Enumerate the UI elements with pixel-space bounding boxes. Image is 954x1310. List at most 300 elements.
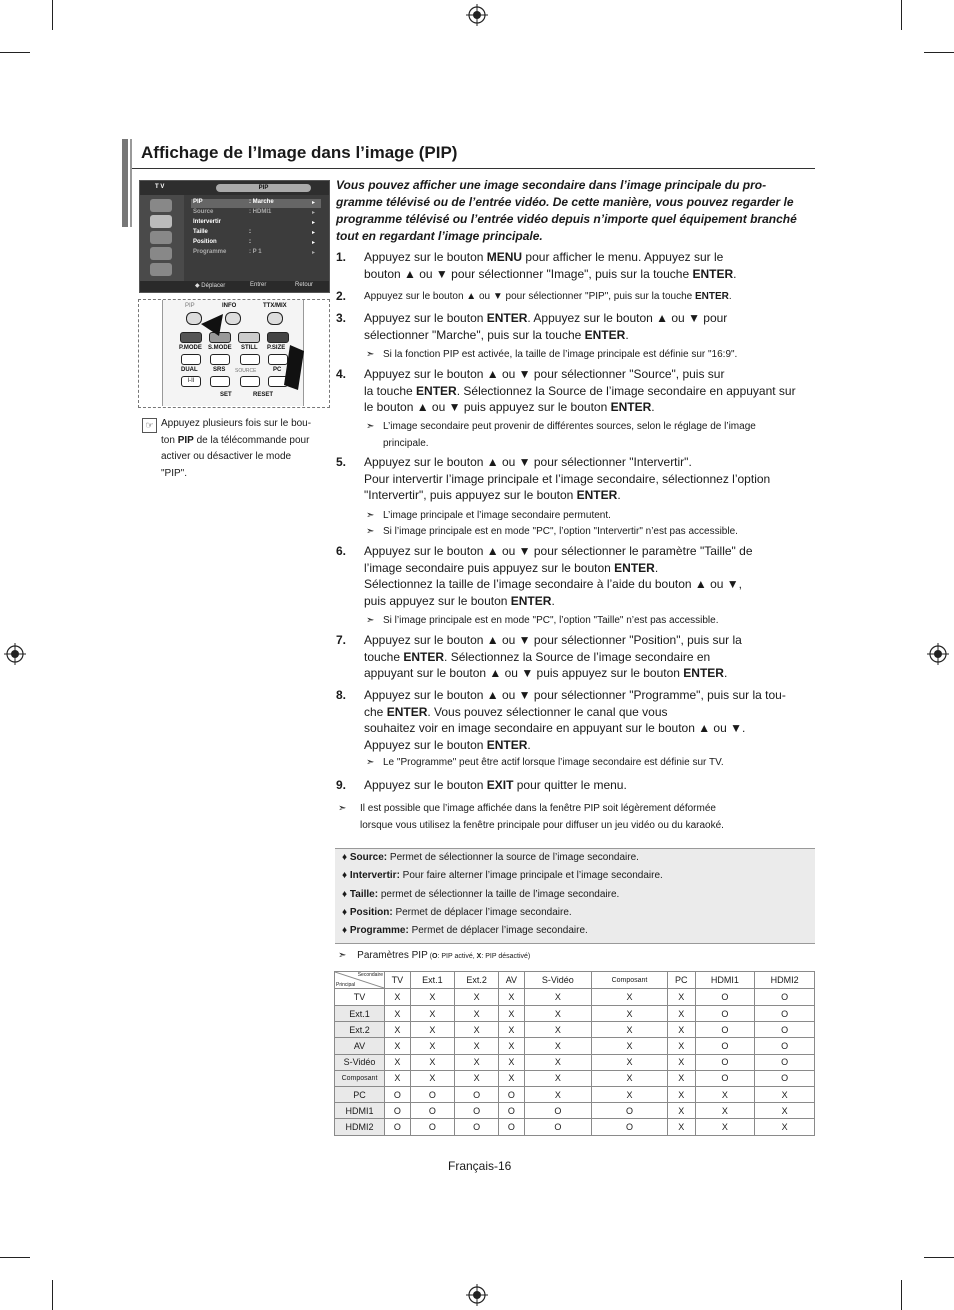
definition-text: Permet de sélectionner la source de l’image secondaire. — [387, 852, 639, 863]
channel-menu-icon — [150, 231, 172, 244]
step-key: ENTER — [386, 704, 428, 719]
pmode-button — [181, 354, 201, 365]
column-header: AV — [499, 972, 524, 989]
legend-part: : PIP désactivé) — [481, 953, 531, 960]
step-text-part: sélectionner "Marche", puis sur la touche — [364, 327, 585, 342]
table-cell: X — [667, 1022, 695, 1038]
tv-menu-row-value: : — [249, 239, 251, 245]
diamond-bullet-icon: ♦ — [342, 889, 350, 900]
column-header: HDMI1 — [695, 972, 755, 989]
smode-button — [210, 354, 230, 365]
legend-x: X — [476, 953, 482, 960]
step-text-part: "Intervertir", puis appuyez sur le bouton — [364, 488, 577, 503]
remote-pc-label: PC — [273, 367, 282, 373]
row-header: PC — [335, 1086, 385, 1102]
crop-mark — [0, 1257, 30, 1258]
table-cell: X — [592, 1070, 668, 1086]
table-cell: O — [695, 1022, 755, 1038]
definition-item — [342, 852, 639, 863]
table-row — [335, 1054, 815, 1070]
table-cell: X — [755, 1119, 815, 1135]
step-key: ENTER — [614, 560, 655, 575]
step-text-part: . — [551, 594, 555, 609]
table-cell: X — [592, 989, 668, 1006]
legend-o: O — [432, 953, 438, 960]
table-cell: O — [454, 1103, 498, 1119]
chevron-right-icon: ▸ — [312, 230, 316, 236]
side-note-line: Appuyez plusieurs fois sur le bou- — [161, 418, 312, 429]
table-cell: X — [667, 989, 695, 1006]
step-line: Appuyez sur le bouton ▲ ou ▼ pour sélectionner "Programme", puis sur la tou- — [364, 688, 786, 702]
definition-text: Permet de déplacer l’image secondaire. — [408, 925, 588, 936]
definition-term: Intervertir: — [349, 870, 400, 881]
tv-menu-row-label: Taille — [193, 229, 208, 235]
table-cell: O — [410, 1119, 454, 1135]
table-row — [335, 1038, 815, 1054]
note-text: Si l’image principale est en mode "PC", l’option "Taille" n’est pas accessible. — [383, 615, 719, 626]
table-cell: X — [667, 1038, 695, 1054]
table-cell: X — [524, 1022, 592, 1038]
remote-psize-label: P.SIZE — [267, 345, 286, 351]
table-cell: X — [667, 1086, 695, 1102]
diamond-bullet-icon: ♦ — [342, 870, 350, 881]
chevron-right-icon: ▸ — [312, 210, 316, 216]
sound-menu-icon — [150, 215, 172, 228]
step-line: Sélectionnez la taille de l’image secondaire à l’aide du bouton ▲ ou ▼, — [364, 577, 742, 592]
general-note-line: lorsque vous utilisez la fenêtre principale pour diffuser un jeu vidéo ou du karaoké. — [360, 820, 724, 831]
definition-box — [335, 848, 815, 944]
table-cell: O — [499, 1119, 524, 1135]
table-cell: X — [524, 1054, 592, 1070]
table-cell: X — [592, 1038, 668, 1054]
step-text-part: . — [625, 327, 629, 342]
table-cell: X — [592, 1006, 668, 1022]
table-cell: X — [410, 1022, 454, 1038]
step-text-part: . — [733, 266, 737, 281]
table-cell: O — [755, 1006, 815, 1022]
table-cell: X — [499, 1022, 524, 1038]
step-text-part: la touche — [364, 383, 417, 398]
table-cell: O — [695, 989, 755, 1006]
table-cell: O — [524, 1103, 592, 1119]
diamond-bullet-icon: ♦ — [342, 925, 350, 936]
step-text-part: pour afficher le menu. Appuyez sur le — [522, 250, 724, 264]
info-button — [225, 312, 241, 325]
step-line: souhaitez voir en image secondaire en appuyant sur le bouton ▲ ou ▼. — [364, 721, 746, 736]
table-cell: X — [524, 1070, 592, 1086]
step-3 — [364, 310, 814, 343]
row-header: Composant — [335, 1070, 385, 1086]
section-bar — [130, 139, 132, 227]
arrow-note-icon: ➣ — [338, 803, 347, 814]
table-cell: X — [454, 1022, 498, 1038]
table-cell: X — [499, 989, 524, 1006]
step-line — [364, 704, 814, 721]
srs-button — [210, 376, 230, 387]
step-line: Pour intervertir l’image principale et l’image secondaire, sélectionnez l’option — [364, 471, 771, 486]
still-button — [240, 354, 260, 365]
step-text-part: Appuyez sur le bouton — [364, 738, 487, 753]
step-text-part: puis appuyez sur le bouton — [364, 594, 511, 609]
step-line — [364, 399, 814, 416]
step-line — [364, 266, 814, 283]
chevron-right-icon: ▸ — [312, 240, 316, 246]
step-text-part: . — [723, 666, 728, 681]
step-7 — [364, 632, 814, 682]
table-cell: O — [499, 1103, 524, 1119]
table-cell: X — [410, 1006, 454, 1022]
dual-button — [181, 376, 201, 387]
step-line: Appuyez sur le bouton ▲ ou ▼ pour sélectionner "Intervertir". — [364, 455, 692, 469]
table-cell: X — [755, 1086, 815, 1102]
row-header: Ext.1 — [335, 1006, 385, 1022]
intro-line: programme télévisé ou l’entrée vidéo depuis n’importe quel équipement branché — [336, 212, 797, 226]
tv-menu-row — [191, 219, 321, 228]
row-header: AV — [335, 1038, 385, 1054]
tv-menu-screenshot — [139, 180, 330, 293]
diamond-bullet-icon: ♦ — [342, 907, 350, 918]
table-cell: X — [499, 1038, 524, 1054]
side-note-text — [161, 416, 329, 482]
table-row — [335, 1103, 815, 1119]
table-cell: O — [695, 1054, 755, 1070]
legend-part: ( — [427, 953, 433, 960]
intro-line: tout en regardant l’image principale. — [336, 229, 543, 243]
tv-menu-icon-column — [140, 195, 184, 281]
step-text-part: . — [651, 400, 655, 415]
tv-menu-row — [191, 239, 321, 248]
step-text-part: . Sélectionnez la Source de l’image secondaire en appuyant sur — [456, 383, 796, 398]
crop-mark — [924, 52, 954, 53]
arrow-note-icon: ➣ — [366, 510, 375, 521]
legend-part: : PIP activé, — [437, 953, 477, 960]
table-body — [335, 989, 815, 1136]
side-note-line — [161, 433, 329, 450]
step-9 — [364, 777, 814, 794]
table-cell: X — [410, 1070, 454, 1086]
table-cell: X — [385, 989, 411, 1006]
tv-menu-move-hint: ◆ Déplacer — [195, 283, 226, 289]
table-row — [335, 1070, 815, 1086]
table-cell: O — [755, 1038, 815, 1054]
step-1 — [364, 249, 814, 282]
table-cell: X — [667, 1119, 695, 1135]
table-cell: O — [755, 1054, 815, 1070]
table-cell: O — [499, 1086, 524, 1102]
step-key: ENTER — [584, 327, 626, 342]
step-text-part: . — [728, 291, 732, 302]
step-text-part: touche — [364, 649, 404, 664]
remote-pmode-label: P.MODE — [179, 345, 202, 351]
table-cell: X — [410, 989, 454, 1006]
definition-item — [342, 907, 572, 918]
step-number: 6. — [336, 544, 347, 558]
registration-mark-icon — [466, 1284, 488, 1306]
tv-menu-row-label: Source — [193, 209, 214, 215]
arrow-note-icon: ➣ — [366, 526, 375, 537]
step-text-part: Appuyez sur le bouton — [364, 250, 487, 264]
step-line: Appuyez sur le bouton ▲ ou ▼ pour sélectionner "Position", puis sur la — [364, 633, 742, 647]
pip-params-label: Paramètres PIP — [357, 950, 428, 961]
arrow-note-icon: ➣ — [366, 349, 375, 360]
tv-menu-footer — [140, 281, 329, 292]
table-cell: O — [695, 1038, 755, 1054]
chevron-right-icon: ▸ — [312, 200, 316, 206]
step-text-part: . — [617, 488, 621, 503]
note-text — [383, 418, 813, 452]
page-title: Affichage de l’Image dans l’image (PIP) — [141, 143, 458, 162]
step-key: ENTER — [403, 649, 445, 664]
step-text-part: bouton ▲ ou ▼ pour sélectionner "Image", puis sur la touche — [364, 266, 693, 281]
registration-mark-icon — [4, 643, 26, 665]
crop-mark — [52, 0, 53, 30]
table-cell: X — [454, 989, 498, 1006]
table-cell: O — [385, 1103, 411, 1119]
side-note-line: activer ou désactiver le mode — [161, 451, 292, 462]
tv-menu-source-label: T V — [155, 184, 165, 190]
remote-srs-label: SRS — [213, 367, 226, 373]
column-header: PC — [667, 972, 695, 989]
note-text: Le "Programme" peut être actif lorsque l’image secondaire est définie sur TV. — [383, 757, 724, 768]
table-cell: X — [695, 1119, 755, 1135]
step-line: Appuyez sur le bouton ▲ ou ▼ pour sélectionner le paramètre "Taille" de — [364, 544, 753, 558]
finger-pointer-icon — [199, 312, 225, 338]
tv-menu-row-value: : HDMI1 — [249, 209, 272, 215]
table-cell: X — [410, 1038, 454, 1054]
step-line — [364, 249, 814, 266]
table-cell: O — [755, 1070, 815, 1086]
table-cell: X — [454, 1038, 498, 1054]
table-cell: O — [592, 1119, 668, 1135]
definition-term: Programme: — [349, 925, 409, 936]
pip-params-heading — [338, 950, 530, 961]
remote-ttx-label: TTX/MIX — [263, 303, 287, 309]
step-text-part: . Sélectionnez la Source de l’image secondaire en — [444, 649, 711, 664]
picture-menu-icon — [150, 199, 172, 212]
step-key: ENTER — [610, 400, 652, 415]
table-cell: O — [755, 1022, 815, 1038]
step-line: Appuyez sur le bouton ▲ ou ▼ pour sélectionner "Source", puis sur — [364, 367, 725, 381]
tv-menu-row — [191, 199, 321, 208]
column-header: S-Vidéo — [524, 972, 592, 989]
step-line — [364, 560, 814, 577]
definition-term: Taille: — [349, 889, 379, 900]
step-number: 5. — [336, 455, 347, 469]
corner-secondary-label: Secondaire — [357, 972, 383, 978]
table-row — [335, 989, 815, 1006]
step-text-part: . Vous pouvez sélectionner le canal que vous — [427, 704, 668, 719]
row-header: HDMI2 — [335, 1119, 385, 1135]
definition-text: permet de sélectionner la taille de l’image secondaire. — [378, 889, 620, 900]
finger-pointer-icon — [284, 345, 304, 390]
tv-menu-row-label: PIP — [193, 199, 203, 205]
remote-dual-sub-label: I-II — [187, 378, 195, 384]
step-text-part: pour quitter le menu. — [513, 778, 627, 792]
table-cell: X — [695, 1103, 755, 1119]
table-cell: X — [592, 1054, 668, 1070]
table-cell: X — [524, 1006, 592, 1022]
remote-illustration — [138, 299, 330, 408]
definition-text: Pour faire alterner l’image principale et l’image secondaire. — [399, 870, 663, 881]
table-cell: X — [454, 1054, 498, 1070]
step-number: 7. — [336, 633, 347, 647]
crop-mark — [924, 1257, 954, 1258]
remote-still-label: STILL — [241, 345, 258, 351]
remote-reset-label: RESET — [253, 392, 274, 398]
crop-mark — [901, 1280, 902, 1310]
table-cell: X — [385, 1038, 411, 1054]
step-8 — [364, 687, 814, 754]
step-key: ENTER — [486, 738, 528, 753]
tv-menu-title: PIP — [216, 184, 311, 192]
arrow-note-icon: ➣ — [338, 950, 347, 961]
tv-menu-row-label: Programme — [193, 249, 227, 255]
column-header: Composant — [592, 972, 668, 989]
table-cell: O — [454, 1119, 498, 1135]
definition-item — [342, 889, 619, 900]
step-5 — [364, 454, 814, 504]
remote-source-label: SOURCE — [235, 368, 257, 374]
table-cell: X — [667, 1070, 695, 1086]
column-header: Ext.1 — [410, 972, 454, 989]
note-line: L’image secondaire peut provenir de différentes sources, selon le réglage de l’image — [383, 421, 756, 432]
note-text: Si la fonction PIP est activée, la taille de l’image principale est définie sur "16:9". — [383, 349, 738, 360]
step-text-part: appuyant sur le bouton ▲ ou ▼ puis appuyez sur le bouton — [364, 666, 684, 681]
intro-paragraph — [336, 177, 814, 245]
table-cell: X — [454, 1006, 498, 1022]
crop-mark — [901, 0, 902, 30]
step-text-part: Appuyez sur le bouton — [364, 311, 487, 325]
remote-pip-label: PIP — [185, 303, 195, 309]
table-cell: X — [499, 1054, 524, 1070]
arrow-note-icon: ➣ — [366, 757, 375, 768]
column-header: TV — [385, 972, 411, 989]
tv-menu-row — [191, 209, 321, 218]
tv-menu-row-label: Intervertir — [193, 219, 222, 225]
page-footer: Français-16 — [448, 1159, 512, 1173]
step-number: 8. — [336, 688, 347, 702]
side-note-line: "PIP". — [161, 467, 187, 479]
table-cell: X — [667, 1103, 695, 1119]
tv-menu-enter-hint: Entrer — [250, 282, 267, 288]
note-line: principale. — [383, 438, 429, 449]
tv-menu-row-label: Position — [193, 239, 217, 245]
step-6 — [364, 543, 814, 610]
step-key: ENTER — [510, 594, 552, 609]
table-cell: O — [695, 1070, 755, 1086]
remote-body — [162, 300, 304, 406]
step-text-part: Appuyez sur le bouton ▲ ou ▼ pour sélectionner "PIP", puis sur la touche — [364, 291, 695, 302]
pip-compatibility-table — [334, 971, 815, 1136]
tv-menu-header — [140, 181, 329, 195]
step-line — [364, 649, 814, 666]
table-cell: X — [385, 1022, 411, 1038]
registration-mark-icon — [927, 643, 949, 665]
step-line — [364, 383, 814, 400]
remote-info-label: INFO — [222, 303, 237, 309]
remote-set-label: SET — [220, 392, 232, 398]
table-cell: X — [499, 1070, 524, 1086]
table-cell: O — [592, 1103, 668, 1119]
table-cell: X — [592, 1086, 668, 1102]
step-number: 2. — [336, 289, 347, 303]
tv-menu-return-hint: Retour — [295, 282, 314, 288]
table-cell: X — [755, 1103, 815, 1119]
step-key: MENU — [486, 250, 523, 264]
definition-text: Permet de déplacer l’image secondaire. — [392, 907, 572, 918]
column-header: Ext.2 — [454, 972, 498, 989]
step-4 — [364, 366, 814, 416]
input-menu-icon — [150, 263, 172, 276]
source-button — [240, 376, 260, 387]
chevron-right-icon: ▸ — [312, 250, 316, 256]
side-note-text-part: ton — [161, 434, 178, 446]
table-cell: X — [667, 1006, 695, 1022]
crop-mark — [0, 52, 30, 53]
table-cell: X — [524, 1038, 592, 1054]
row-header: TV — [335, 989, 385, 1006]
tv-menu-row-value: : — [249, 229, 251, 235]
table-cell: X — [524, 1086, 592, 1102]
general-note-line: Il est possible que l’image affichée dans la fenêtre PIP soit légèrement déformée — [360, 803, 716, 814]
step-line — [364, 310, 814, 327]
table-row — [335, 1086, 815, 1102]
step-key: ENTER — [486, 311, 528, 325]
step-line — [364, 487, 814, 504]
step-text-part: le bouton ▲ ou ▼ puis appuyez sur le bouton — [364, 400, 611, 415]
table-row — [335, 1022, 815, 1038]
table-cell: X — [695, 1086, 755, 1102]
diamond-bullet-icon: ♦ — [342, 852, 350, 863]
table-cell: O — [695, 1006, 755, 1022]
registration-mark-icon — [466, 4, 488, 26]
arrow-note-icon: ➣ — [366, 421, 375, 432]
chevron-right-icon: ▸ — [312, 220, 316, 226]
table-cell: O — [454, 1086, 498, 1102]
setup-menu-icon — [150, 247, 172, 260]
note-text: L’image principale et l’image secondaire permutent. — [383, 510, 611, 521]
corner-principal-label: Principal — [336, 982, 356, 988]
table-header-row — [335, 972, 815, 989]
table-cell: O — [524, 1119, 592, 1135]
blue-button — [267, 332, 289, 343]
step-text-part: che — [364, 704, 387, 719]
title-divider — [132, 168, 815, 169]
step-number: 9. — [336, 778, 347, 792]
crop-mark — [52, 1280, 53, 1310]
pip-params-legend — [428, 953, 530, 960]
step-key: ENTER — [576, 488, 618, 503]
step-key: ENTER — [416, 383, 457, 398]
tv-menu-row-value: : P 1 — [249, 249, 262, 255]
step-line — [364, 327, 814, 344]
table-cell: X — [410, 1054, 454, 1070]
remote-dual-label: DUAL — [181, 367, 198, 373]
tv-menu-row — [191, 249, 321, 258]
table-cell: X — [454, 1070, 498, 1086]
intro-line: gramme télévisé ou de l’entrée vidéo. De cette manière, vous pouvez regarder le — [336, 195, 794, 209]
step-text-part: Appuyez sur le bouton — [364, 778, 487, 792]
table-cell: O — [385, 1086, 411, 1102]
row-header: HDMI1 — [335, 1103, 385, 1119]
side-note-pip: PIP — [177, 434, 194, 446]
step-text-part: . — [654, 560, 659, 575]
step-line — [364, 593, 814, 610]
remote-smode-label: S.MODE — [208, 345, 232, 351]
ttx-button — [267, 312, 283, 325]
general-note-text — [360, 800, 814, 834]
arrow-note-icon: ➣ — [366, 615, 375, 626]
